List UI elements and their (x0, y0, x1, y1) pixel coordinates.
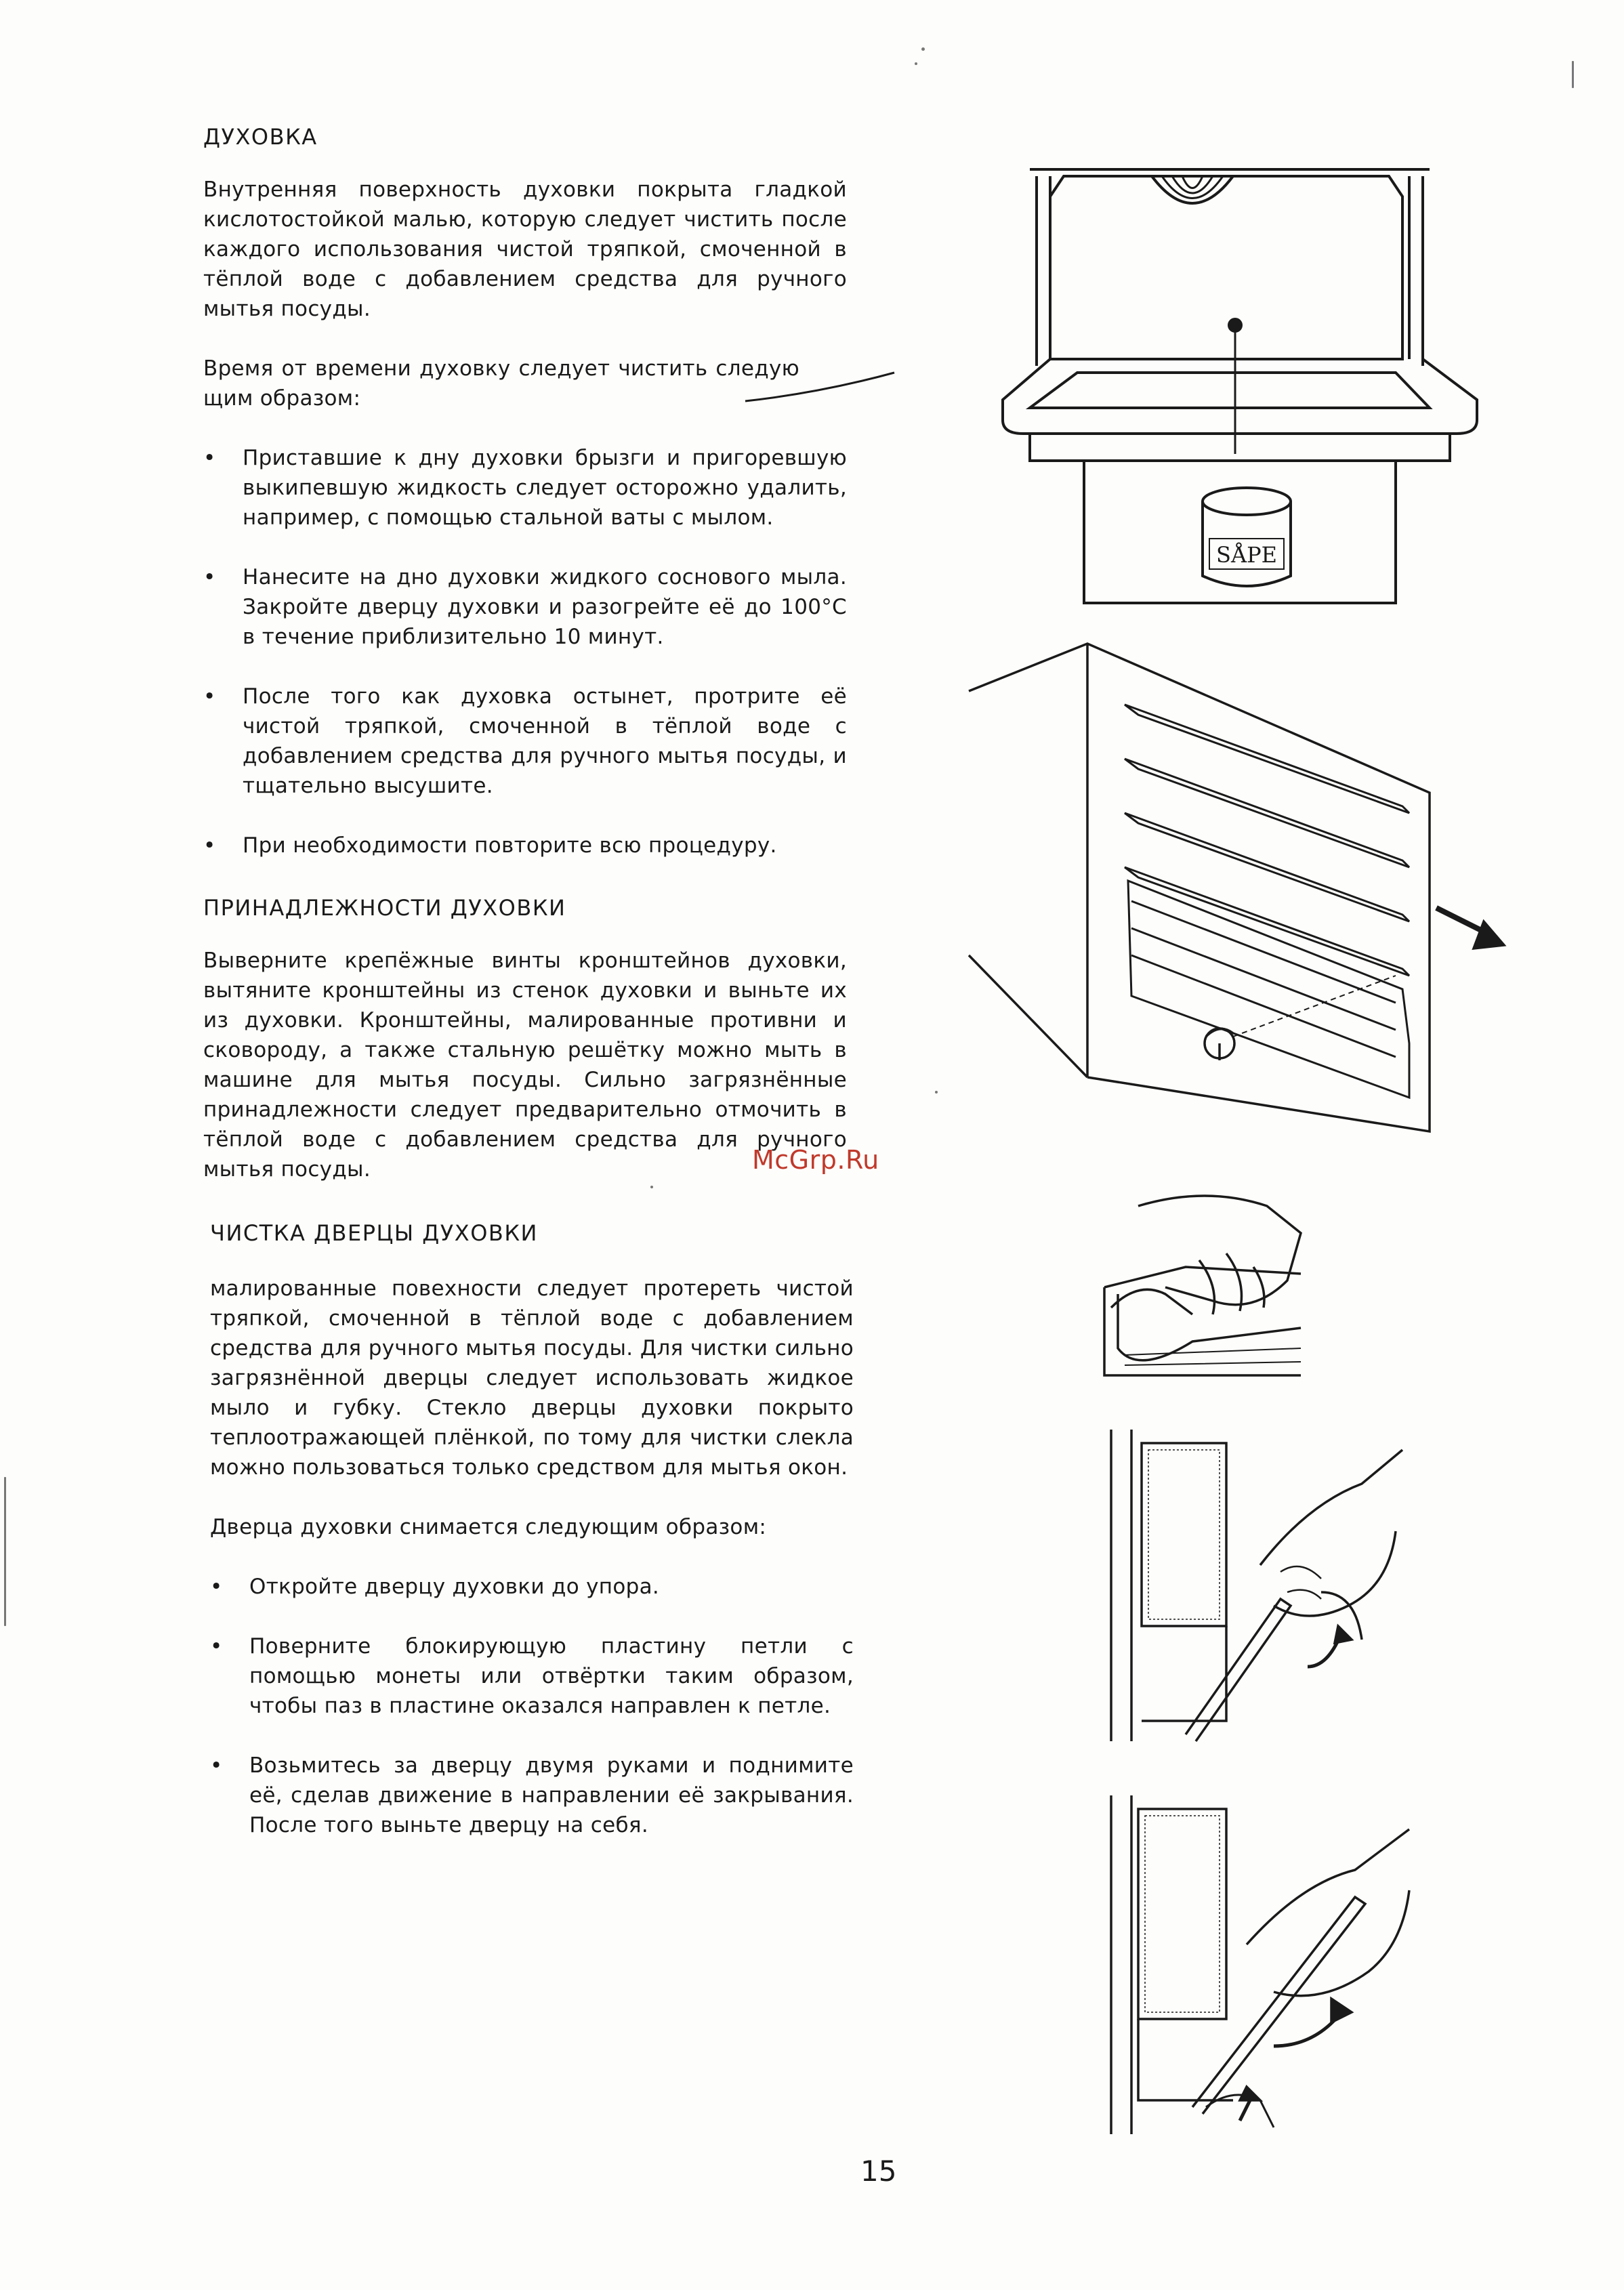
accessories-para: Выверните крепёжные винты кронштейнов духовки, вытяните кронштейны из стенок духовки и выньте их из духовки. Кронштейны, малированные противни и сковороду, а также стальную решётку можно мыть в машине для мытья посуды. Сильно загрязнённые принадлежности следует предварительно отмочить в тёплой воде с добавлением средства для ручного мытья посуды. (203, 949, 847, 1182)
door-lift-illustration (1098, 1789, 1416, 2141)
accessories-heading: ПРИНАДЛЕЖНОСТИ ДУХОВКИ (203, 895, 566, 921)
pen-mark (738, 366, 901, 407)
scan-speck (1572, 61, 1574, 88)
oven-para-2: Время от времени духовку следует чистить следую щим образом: (203, 356, 799, 411)
oven-racks-illustration (962, 637, 1518, 1138)
door-heading: ЧИСТКА ДВЕРЦЫ ДУХОВКИ (210, 1220, 538, 1246)
oven-step-2: • Нанесите на дно духовки жидкого соснового мыла. Закройте дверцу духовки и разогрейте её до 100°С в течение приблизительно 10 минут. (203, 562, 847, 652)
door-hinge-hands-illustration (1104, 1423, 1416, 1748)
scan-speck (921, 47, 925, 51)
door-step-3: • Возьмитесь за дверцу двумя руками и поднимите её, сделав движение в направлении её закрывания. После того выньте дверцу на себя. (210, 1751, 854, 1840)
scan-speck (4, 1477, 6, 1626)
watermark: McGrp.Ru (752, 1145, 879, 1175)
oven-steps (203, 443, 847, 860)
oven-section (203, 122, 847, 860)
accessories-section (203, 893, 847, 1184)
oven-step-1: • Приставшие к дну духовки брызги и пригоревшую выкипевшую жидкость следует осторожно удалить, например, с помощью стальной ваты с мылом. (203, 443, 847, 533)
door-step-2: • Поверните блокирующую пластину петли с помощью монеты или отвёртки таким образом, чтобы паз в пластине оказался направлен к петле. (210, 1631, 854, 1721)
door-section (210, 1218, 854, 1840)
page-number: 15 (860, 2154, 897, 2188)
hinge-closeup-illustration (1098, 1179, 1314, 1382)
scan-speck (935, 1091, 938, 1094)
scan-speck (650, 1186, 653, 1188)
oven-step-4: • При необходимости повторите всю процедуру. (203, 831, 847, 860)
door-para-2: Дверца духовки снимается следующим образом: (210, 1515, 767, 1539)
oven-heading: ДУХОВКА (203, 124, 318, 150)
door-step-1: • Откройте дверцу духовки до упора. (210, 1572, 854, 1602)
door-steps (210, 1572, 854, 1840)
soap-jar-label: SÅPE (1216, 542, 1277, 568)
scan-speck (915, 62, 917, 65)
oven-soap-illustration (989, 156, 1504, 617)
oven-para-1: Внутренняя поверхность духовки покрыта гладкой кислотостойкой малью, которую следует чистить после каждого использования чистой тряпкой, смоченной в тёплой воде с добавлением средства для ручного мытья посуды. (203, 178, 847, 321)
door-para-1: малированные повехности следует протереть чистой тряпкой, смоченной в тёплой воде с добавлением средства для ручного мытья посуды. Для чистки сильно загрязнённой дверцы следует использовать жидкое мыло и губку. Стекло дверцы духовки покрыто теплоотражающей плёнкой, по тому для чистки слекла можно пользоваться только средством для мытья окон. (210, 1276, 854, 1480)
oven-step-3: • После того как духовка остынет, протрите её чистой тряпкой, смоченной в тёплой воде с добавлением средства для ручного мытья посуды, и тщательно высушите. (203, 682, 847, 801)
